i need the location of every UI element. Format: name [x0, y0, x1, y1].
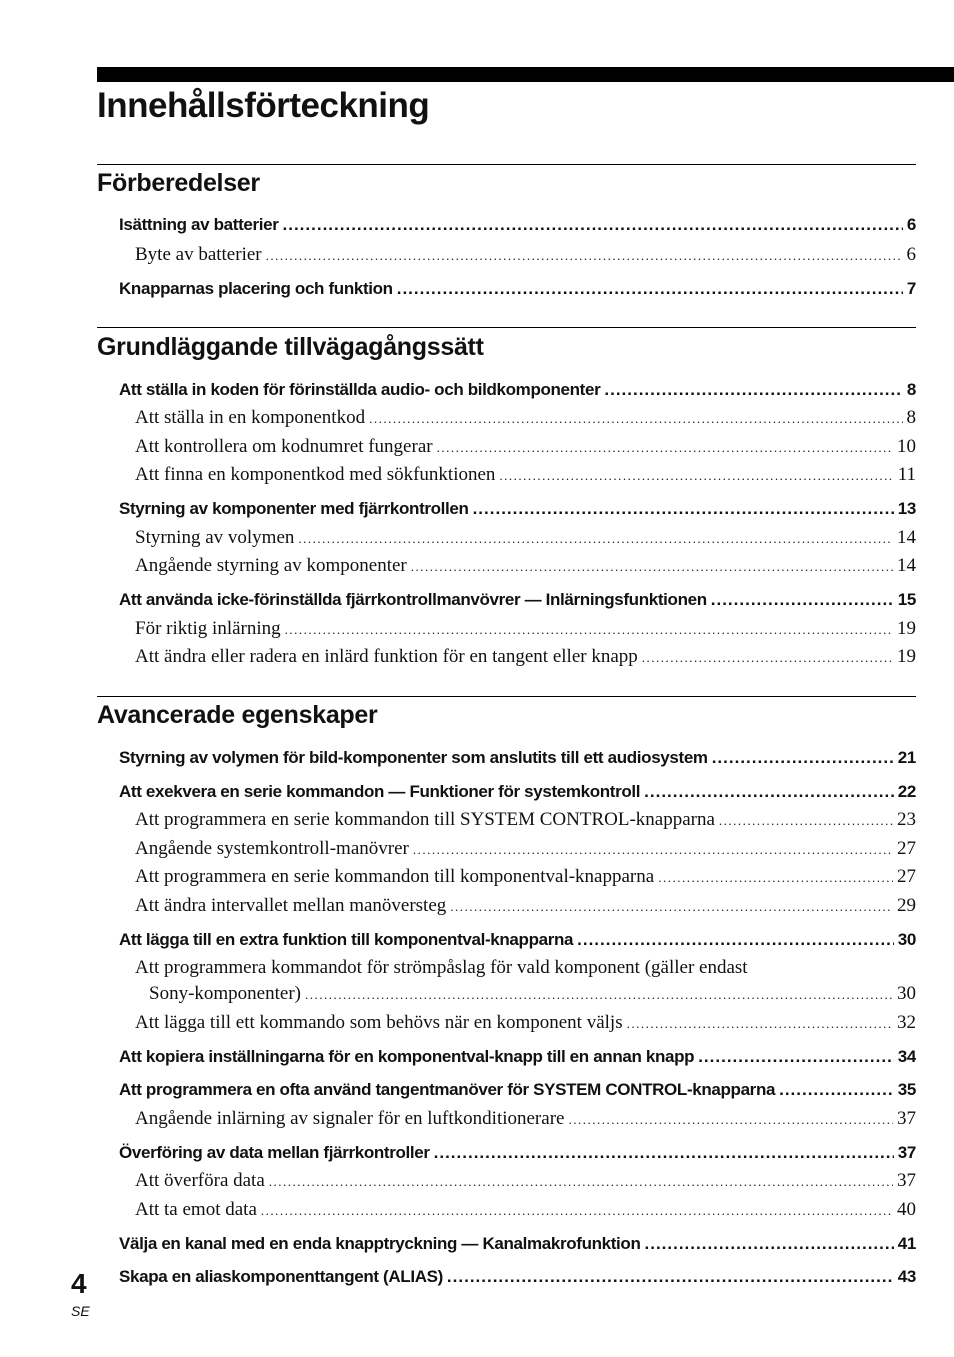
toc-entry-label: Byte av batterier: [135, 244, 262, 265]
dot-leader: [298, 527, 893, 551]
toc-entry[interactable]: [119, 214, 916, 236]
toc-entry-page: 27: [897, 866, 916, 887]
dot-leader: [411, 555, 893, 579]
toc-subentry[interactable]: [135, 1169, 916, 1194]
toc-entry-page: 6: [906, 244, 916, 265]
toc-subentry[interactable]: [135, 435, 916, 460]
toc-entry-page: 35: [897, 1080, 916, 1099]
toc-entry-page: 37: [897, 1143, 916, 1162]
section-title: Grundläggande tillvägagångssätt: [97, 333, 484, 361]
header-bar: [97, 67, 954, 82]
dot-leader: [779, 1079, 894, 1101]
toc-subentry[interactable]: [135, 526, 916, 551]
section-divider: [97, 696, 916, 697]
toc-subentry[interactable]: [135, 865, 916, 890]
toc-entry-label: Styrning av volymen för bild-komponenter som anslutits till ett audiosystem: [119, 748, 708, 767]
toc-subentry[interactable]: [135, 617, 916, 642]
toc-entry-label: Styrning av komponenter med fjärrkontrollen: [119, 499, 469, 518]
toc-entry-label: För riktig inlärning: [135, 618, 281, 639]
toc-entry[interactable]: [119, 929, 916, 951]
toc-entry-label-continuation: Sony-komponenter): [149, 983, 301, 1004]
toc-subentry[interactable]: [135, 243, 916, 268]
dot-leader: [447, 1266, 894, 1288]
toc-entry-page: 15: [897, 590, 916, 609]
toc-entry-label: Att programmera en ofta använd tangentmanöver för SYSTEM CONTROL-knapparna: [119, 1080, 776, 1099]
toc-entry-label: Att ställa in koden för förinställda audio- och bildkomponenter: [119, 380, 601, 399]
section-title: Avancerade egenskaper: [97, 701, 378, 729]
dot-leader: [698, 1046, 894, 1068]
toc-entry[interactable]: [119, 1079, 916, 1101]
toc-entry-page: 8: [906, 407, 916, 428]
toc-entry-label: Att exekvera en serie kommandon — Funktioner för systemkontroll: [119, 782, 641, 801]
dot-leader: [711, 589, 894, 611]
toc-subentry[interactable]: [135, 554, 916, 579]
toc-entry-page: 37: [897, 1170, 916, 1191]
toc-entry[interactable]: [119, 781, 916, 803]
toc-subentry-wrapped-first-line[interactable]: Att programmera kommandot för strömpåslag för vald komponent (gäller endast: [135, 957, 748, 978]
toc-entry-label: Att lägga till ett kommando som behövs när en komponent väljs: [135, 1012, 623, 1033]
toc-entry-label: Att ta emot data: [135, 1199, 257, 1220]
toc-entry-label: Skapa en aliaskomponenttangent (ALIAS): [119, 1267, 443, 1286]
toc-entry[interactable]: [119, 1233, 916, 1255]
toc-entry-page: 22: [897, 782, 916, 801]
dot-leader: [397, 278, 903, 300]
toc-entry-page: 14: [897, 555, 916, 576]
toc-entry-page: 37: [897, 1108, 916, 1129]
toc-subentry[interactable]: [135, 1198, 916, 1223]
dot-leader: [450, 895, 893, 919]
toc-entry-label: Styrning av volymen: [135, 527, 295, 548]
section-divider: [97, 327, 916, 328]
toc-entry-label: Att ställa in en komponentkod: [135, 407, 366, 428]
section-title: Förberedelser: [97, 169, 260, 197]
toc-entry-page: 19: [897, 618, 916, 639]
page-title: Innehållsförteckning: [97, 86, 430, 125]
toc-entry[interactable]: [119, 1046, 916, 1068]
dot-leader: [642, 646, 893, 670]
toc-entry-page: 30: [897, 983, 916, 1004]
toc-entry-label: Angående systemkontroll-manövrer: [135, 838, 409, 859]
dot-leader: [627, 1012, 893, 1036]
toc-entry[interactable]: [119, 498, 916, 520]
toc-entry-label: Knapparnas placering och funktion: [119, 279, 393, 298]
toc-entry-page: 41: [897, 1234, 916, 1253]
dot-leader: [719, 809, 893, 833]
toc-entry-label: Att programmera en serie kommandon till SYSTEM CONTROL-knapparna: [135, 809, 715, 830]
toc-subentry[interactable]: [135, 894, 916, 919]
toc-subentry[interactable]: [135, 406, 916, 431]
toc-entry-label: Att använda icke-förinställda fjärrkontrollmanvövrer — Inlärningsfunktionen: [119, 590, 707, 609]
toc-subentry[interactable]: [135, 837, 916, 862]
toc-entry-label: Överföring av data mellan fjärrkontroller: [119, 1143, 430, 1162]
dot-leader: [261, 1199, 893, 1223]
dot-leader: [604, 379, 903, 401]
toc-entry-page: 14: [897, 527, 916, 548]
toc-entry-page: 11: [897, 464, 916, 485]
dot-leader: [285, 618, 893, 642]
toc-entry-label: Isättning av batterier: [119, 215, 279, 234]
toc-entry-page: 8: [906, 380, 916, 399]
dot-leader: [577, 929, 894, 951]
toc-entry-label: Att ändra eller radera en inlärd funktion för en tangent eller knapp: [135, 646, 638, 667]
dot-leader: [283, 214, 903, 236]
toc-entry[interactable]: [119, 278, 916, 300]
dot-leader: [644, 781, 894, 803]
toc-entry[interactable]: [119, 747, 916, 769]
dot-leader: [712, 747, 894, 769]
dot-leader: [269, 1170, 893, 1194]
toc-entry-page: 21: [897, 748, 916, 767]
toc-entry-page: 6: [906, 215, 916, 234]
page-number: 4: [71, 1268, 87, 1299]
toc-entry-page: 13: [897, 499, 916, 518]
toc-entry[interactable]: [119, 1266, 916, 1288]
toc-entry-label: Att ändra intervallet mellan manöversteg: [135, 895, 447, 916]
toc-entry[interactable]: [119, 379, 916, 401]
toc-entry-page: 10: [897, 436, 916, 457]
toc-subentry[interactable]: [135, 1107, 916, 1132]
toc-entry-page: 40: [897, 1199, 916, 1220]
toc-entry-page: 27: [897, 838, 916, 859]
dot-leader: [473, 498, 894, 520]
toc-entry-page: 29: [897, 895, 916, 916]
section-divider: [97, 164, 916, 165]
toc-subentry[interactable]: [135, 463, 916, 488]
toc-entry-label: Angående inlärning av signaler för en luftkonditionerare: [135, 1108, 565, 1129]
dot-leader: [437, 436, 893, 460]
toc-entry-page: 7: [906, 279, 916, 298]
toc-subentry-wrapped-second-line[interactable]: [149, 982, 916, 1007]
dot-leader: [499, 464, 893, 488]
toc-entry-label: Att kontrollera om kodnumret fungerar: [135, 436, 433, 457]
dot-leader: [413, 838, 893, 862]
dot-leader: [266, 244, 903, 268]
toc-entry-label: Välja en kanal med en enda knapptryckning — Kanalmakrofunktion: [119, 1234, 641, 1253]
toc-entry-page: 32: [897, 1012, 916, 1033]
dot-leader: [645, 1233, 894, 1255]
dot-leader: [434, 1142, 894, 1164]
toc-entry-label: Att finna en komponentkod med sökfunktionen: [135, 464, 496, 485]
toc-entry-page: 34: [897, 1047, 916, 1066]
toc-subentry[interactable]: [135, 808, 916, 833]
dot-leader: [369, 407, 902, 431]
toc-subentry[interactable]: [135, 1011, 916, 1036]
dot-leader: [658, 866, 893, 890]
page-locale-code: SE: [71, 1303, 90, 1319]
toc-entry-label: Angående styrning av komponenter: [135, 555, 407, 576]
toc-entry[interactable]: [119, 1142, 916, 1164]
dot-leader: [568, 1108, 893, 1132]
toc-entry-page: 19: [897, 646, 916, 667]
toc-entry-page: 30: [897, 930, 916, 949]
toc-entry-page: 43: [897, 1267, 916, 1286]
toc-entry-label: Att kopiera inställningarna för en komponentval-knapp till en annan knapp: [119, 1047, 695, 1066]
toc-entry-page: 23: [897, 809, 916, 830]
dot-leader: [305, 983, 893, 1007]
toc-subentry[interactable]: [135, 645, 916, 670]
toc-entry[interactable]: [119, 589, 916, 611]
toc-entry-label: Att överföra data: [135, 1170, 265, 1191]
toc-entry-label: Att lägga till en extra funktion till komponentval-knapparna: [119, 930, 574, 949]
toc-entry-label: Att programmera en serie kommandon till komponentval-knapparna: [135, 866, 655, 887]
